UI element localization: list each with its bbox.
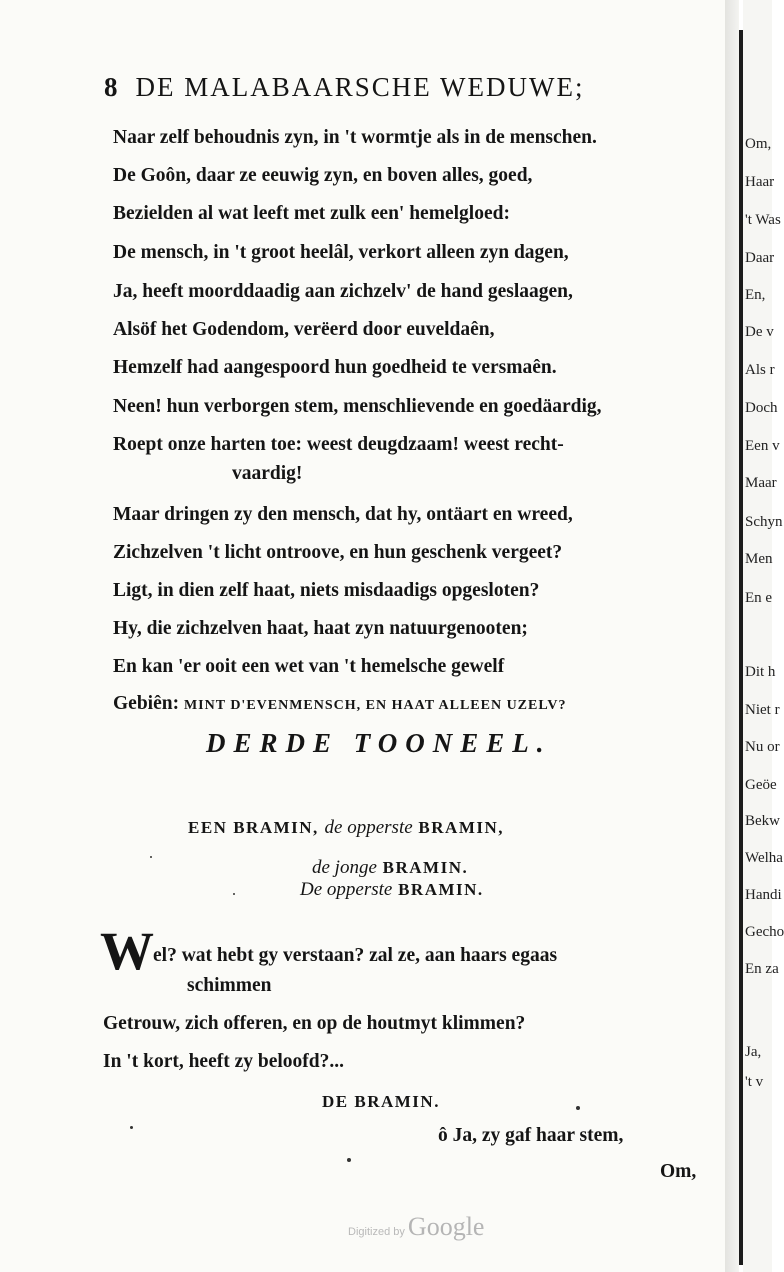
adjacent-text: Dit h <box>745 664 776 680</box>
drop-cap: W <box>100 921 154 981</box>
adjacent-text: Schyn <box>745 514 783 530</box>
ink-speck <box>150 856 152 858</box>
speaker-name: BRAMIN. <box>398 880 484 899</box>
scan-credit <box>348 1212 484 1242</box>
adjacent-text: En, <box>745 287 766 303</box>
verse-line: Alsöf het Godendom, verëerd door euveldaên, <box>113 319 495 340</box>
verse-line: Hemzelf had aangespoord hun goedheid te versmaên. <box>113 357 557 378</box>
verse-line: Ja, heeft moorddaadig aan zichzelv' de hand geslaagen, <box>113 281 573 302</box>
adjacent-text: Als r <box>745 362 775 378</box>
dialogue-line: ô Ja, zy gaf haar stem, <box>438 1125 624 1146</box>
adjacent-text: Handi <box>745 887 782 903</box>
verse-line: Neen! hun verborgen stem, menschlievende en goedäardig, <box>113 396 602 417</box>
adjacent-text: 't Was <box>745 212 781 228</box>
verse-line: De mensch, in 't groot heelâl, verkort alleen zyn dagen, <box>113 242 569 263</box>
dialogue-line: In 't kort, heeft zy beloofd?... <box>103 1051 345 1072</box>
verse-line: Zichzelven 't licht ontroove, en hun geschenk vergeet? <box>113 542 563 563</box>
verse-start: Gebiên: <box>113 693 184 714</box>
speaker-heading <box>300 879 484 901</box>
adjacent-text: Welha <box>745 850 783 866</box>
verse-line: De Goôn, daar ze eeuwig zyn, en boven alles, goed, <box>113 165 533 186</box>
catchword: Om, <box>660 1161 697 1182</box>
verse-line: Naar zelf behoudnis zyn, in 't wormtje als in de menschen. <box>113 127 597 148</box>
cast-name: BRAMIN, <box>418 818 505 837</box>
adjacent-text: Daar <box>745 250 775 266</box>
adjacent-text: Haar <box>745 174 775 190</box>
cast-role: de opperste <box>324 817 413 838</box>
ink-speck <box>130 1126 133 1129</box>
scan-credit-prefix: Digitized by <box>348 1226 405 1238</box>
dialogue-line: el? wat hebt gy verstaan? zal ze, aan haars egaas <box>153 945 558 966</box>
adjacent-text: En e <box>745 590 773 606</box>
verse-line: Ligt, in dien zelf haat, niets misdaadigs opgesloten? <box>113 580 540 601</box>
page-gutter <box>725 0 739 1272</box>
verse-line: Roept onze harten toe: weest deugdzaam! weest recht- <box>113 434 564 455</box>
scan-credit-brand: Google <box>407 1212 485 1241</box>
adjacent-text: Ja, <box>745 1044 762 1060</box>
adjacent-text: Niet r <box>745 702 780 718</box>
verse-line: Bezielden al wat leeft met zulk een' hemelgloed: <box>113 203 510 224</box>
scene-title: DERDE TOONEEL. <box>206 728 552 758</box>
cast-list <box>188 817 504 839</box>
cast-role: de jonge <box>312 857 377 878</box>
adjacent-text: Bekw <box>745 813 780 829</box>
adjacent-text: Doch <box>745 400 778 416</box>
running-header <box>104 72 704 103</box>
page-number: 8 <box>104 72 120 102</box>
speaker-heading: DE BRAMIN. <box>322 1092 440 1111</box>
cast-name: EEN BRAMIN, <box>188 818 319 837</box>
small-caps-text: MINT D'EVENMENSCH, EN HAAT ALLEEN UZELV? <box>183 698 567 713</box>
ink-speck <box>347 1158 351 1162</box>
ink-speck <box>576 1106 580 1110</box>
adjacent-text: De v <box>745 324 774 340</box>
running-title: DE MALABAARSCHE WEDUWE; <box>135 72 585 102</box>
adjacent-text: 't v <box>745 1074 764 1090</box>
verse-line: En kan 'er ooit een wet van 't hemelsche gewelf <box>113 656 505 677</box>
speaker-role: De opperste <box>300 879 393 900</box>
adjacent-text: Nu or <box>745 739 780 755</box>
cast-list <box>312 857 468 879</box>
adjacent-page-fragment <box>743 0 784 1272</box>
verse-continuation: vaardig! <box>232 463 303 484</box>
dialogue-line: Getrouw, zich offeren, en op de houtmyt klimmen? <box>103 1013 526 1034</box>
dialogue-continuation: schimmen <box>187 975 272 996</box>
verse-line: Maar dringen zy den mensch, dat hy, ontäart en wreed, <box>113 504 573 525</box>
cast-name: BRAMIN. <box>382 858 469 877</box>
adjacent-text: Gecho <box>745 924 784 940</box>
adjacent-text: Men <box>745 551 773 567</box>
adjacent-text: Een v <box>745 438 780 454</box>
verse-line-final <box>113 694 567 714</box>
adjacent-text: Om, <box>745 136 772 152</box>
adjacent-text: Geöe <box>745 777 777 793</box>
verse-line: Hy, die zichzelven haat, haat zyn natuurgenooten; <box>113 618 528 639</box>
adjacent-text: En za <box>745 961 779 977</box>
ink-speck <box>233 893 235 895</box>
adjacent-text: Maar <box>745 475 777 491</box>
